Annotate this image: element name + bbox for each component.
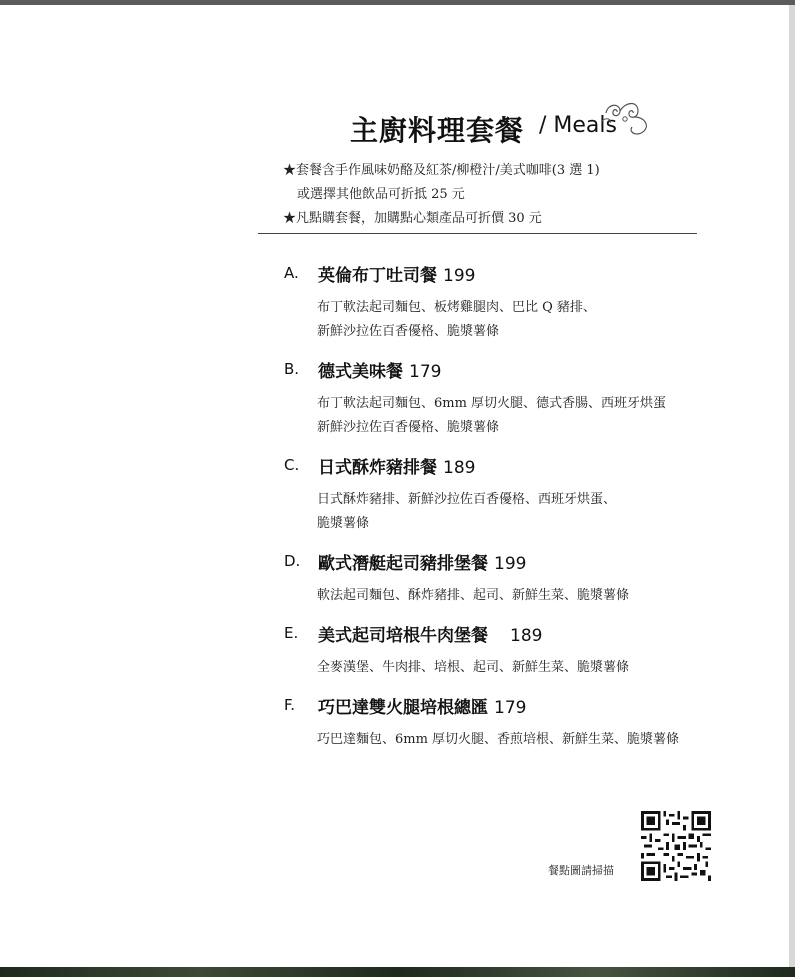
flourish-ornament-icon xyxy=(598,99,652,139)
menu-item-name xyxy=(318,621,542,646)
menu-item-name xyxy=(318,549,526,574)
item-price: 179 xyxy=(409,362,442,382)
item-description: 日式酥炸豬排、新鮮沙拉佐百香優格、西班牙烘蛋、 xyxy=(317,492,617,507)
item-description: 新鮮沙拉佐百香優格、脆漿薯條 xyxy=(317,420,500,435)
item-description: 巧巴達麵包、6mm 厚切火腿、香煎培根、新鮮生菜、脆漿薯條 xyxy=(317,732,680,747)
item-title: 歐式潛艇起司豬排堡餐 xyxy=(318,554,488,574)
menu-page xyxy=(0,5,790,967)
item-title: 巧巴達雙火腿培根總匯 xyxy=(318,698,488,718)
item-letter: E. xyxy=(284,624,299,642)
item-price: 199 xyxy=(443,266,476,286)
menu-item-name xyxy=(318,453,475,478)
item-title: 日式酥炸豬排餐 xyxy=(318,458,437,478)
background-strip xyxy=(0,967,795,977)
page-title-english: / Meals xyxy=(539,113,617,138)
item-description: 脆漿薯條 xyxy=(317,516,370,531)
page-title: 主廚料理套餐 xyxy=(350,114,525,147)
item-title: 德式美味餐 xyxy=(318,362,403,382)
item-title: 英倫布丁吐司餐 xyxy=(318,266,437,286)
item-letter: F. xyxy=(284,696,295,714)
dessert-discount-note: ★凡點購套餐，加購點心類產品可折價 30 元 xyxy=(283,211,542,226)
page-shadow-edge xyxy=(789,5,795,967)
item-letter: B. xyxy=(284,360,300,378)
item-letter: D. xyxy=(284,552,301,570)
item-letter: A. xyxy=(284,264,299,282)
drink-discount-note: 或選擇其他飲品可折抵 25 元 xyxy=(297,187,465,202)
item-price: 189 xyxy=(510,626,543,646)
item-price: 199 xyxy=(494,554,527,574)
menu-item-name xyxy=(318,357,441,382)
menu-item-name xyxy=(318,261,475,286)
qr-code-icon[interactable] xyxy=(641,811,711,881)
item-description: 全麥漢堡、牛肉排、培根、起司、新鮮生菜、脆漿薯條 xyxy=(317,660,630,675)
set-meal-note: ★套餐含手作風味奶酪及紅茶/柳橙汁/美式咖啡(3 選 1) xyxy=(283,163,600,178)
item-description: 新鮮沙拉佐百香優格、脆漿薯條 xyxy=(317,324,500,339)
item-price: 189 xyxy=(443,458,476,478)
item-description: 布丁軟法起司麵包、6mm 厚切火腿、德式香腸、西班牙烘蛋 xyxy=(317,396,667,411)
header-divider xyxy=(258,233,697,234)
item-description: 布丁軟法起司麵包、板烤雞腿肉、巴比 Q 豬排、 xyxy=(317,300,596,315)
qr-code-caption: 餐點圖請掃描 xyxy=(548,864,614,877)
item-price: 179 xyxy=(494,698,527,718)
menu-item-name xyxy=(318,693,526,718)
item-title: 美式起司培根牛肉堡餐 xyxy=(318,626,488,646)
item-letter: C. xyxy=(284,456,300,474)
item-description: 軟法起司麵包、酥炸豬排、起司、新鮮生菜、脆漿薯條 xyxy=(317,588,630,603)
